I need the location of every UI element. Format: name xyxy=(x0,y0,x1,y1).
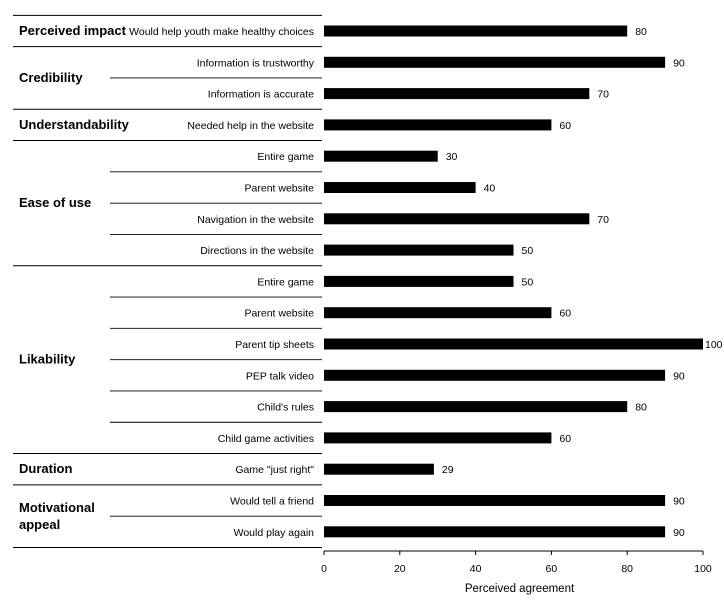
category-label: Duration xyxy=(19,461,73,477)
bar-label: Game "just right" xyxy=(235,464,314,477)
bar-value-label: 90 xyxy=(673,370,685,383)
category-label-line: appeal xyxy=(19,517,61,533)
bar xyxy=(324,213,589,224)
bar xyxy=(324,370,665,381)
category-label-line: Motivational xyxy=(19,500,95,516)
bar-label: Would help youth make healthy choices xyxy=(129,26,314,38)
bar-label: Information is trustworthy xyxy=(196,57,314,70)
x-tick-label: 60 xyxy=(545,563,558,575)
bar-label: Child game activities xyxy=(217,432,314,445)
category-label: Understandability xyxy=(19,116,129,132)
bar-label: Information is accurate xyxy=(207,88,314,101)
bar-label: Would play again xyxy=(233,526,314,539)
bar-value-label: 70 xyxy=(597,213,609,226)
bar xyxy=(324,526,665,537)
item-labels xyxy=(129,26,315,539)
bar xyxy=(324,26,627,37)
bar-label: PEP talk video xyxy=(245,370,314,383)
bar-value-label: 90 xyxy=(673,526,685,539)
x-tick-label: 40 xyxy=(469,563,482,575)
category-labels xyxy=(19,23,130,532)
bar-label: Parent website xyxy=(244,307,314,320)
bar xyxy=(324,495,665,506)
bar-value-label: 90 xyxy=(673,495,685,508)
bar-value-label: 100 xyxy=(705,339,723,351)
category-label: Perceived impact xyxy=(19,23,126,38)
category-label: Ease of use xyxy=(19,195,92,211)
bar-label: Needed help in the website xyxy=(187,119,314,132)
bar xyxy=(324,88,589,99)
bar-value-label: 70 xyxy=(597,88,609,101)
x-tick-label: 100 xyxy=(694,563,712,575)
bar-value-label: 29 xyxy=(441,464,454,477)
bar xyxy=(324,432,551,443)
bar xyxy=(324,245,514,256)
bar xyxy=(324,276,514,287)
bar xyxy=(324,339,703,350)
bar-value-label: 40 xyxy=(483,182,496,195)
bar xyxy=(324,464,434,475)
bar-label: Entire game xyxy=(257,151,314,164)
x-tick-label: 0 xyxy=(321,563,327,575)
bar-value-label: 60 xyxy=(559,432,572,445)
category-label: Credibility xyxy=(19,69,83,85)
x-tick-label: 20 xyxy=(393,563,406,575)
bar-value-label: 60 xyxy=(559,119,572,132)
bars xyxy=(324,26,703,538)
bar-value-label: 80 xyxy=(635,401,647,414)
bar-label: Parent tip sheets xyxy=(235,339,314,351)
bar-label: Entire game xyxy=(257,276,314,289)
bar-label: Would tell a friend xyxy=(230,495,314,508)
bar xyxy=(324,119,551,130)
bar-value-label: 60 xyxy=(559,307,572,320)
x-axis-title: Perceived agreement xyxy=(464,583,575,595)
bar xyxy=(324,307,551,318)
category-label: Likability xyxy=(19,351,76,367)
bar-value-label: 90 xyxy=(673,57,685,70)
bar-value-label: 50 xyxy=(521,276,534,289)
x-tick-label: 80 xyxy=(621,563,634,575)
bar-label: Child's rules xyxy=(257,401,314,414)
bar-label: Parent website xyxy=(244,182,314,195)
bar-label: Navigation in the website xyxy=(197,213,314,226)
bar-label: Directions in the website xyxy=(200,245,314,258)
bar xyxy=(324,401,627,412)
bar xyxy=(324,57,665,68)
category-label xyxy=(19,500,95,532)
x-axis xyxy=(321,551,712,575)
bar-value-label: 50 xyxy=(521,245,534,258)
bar xyxy=(324,182,476,193)
bar xyxy=(324,151,438,162)
bar-value-label: 80 xyxy=(635,26,647,38)
bar-value-label: 30 xyxy=(445,151,458,164)
